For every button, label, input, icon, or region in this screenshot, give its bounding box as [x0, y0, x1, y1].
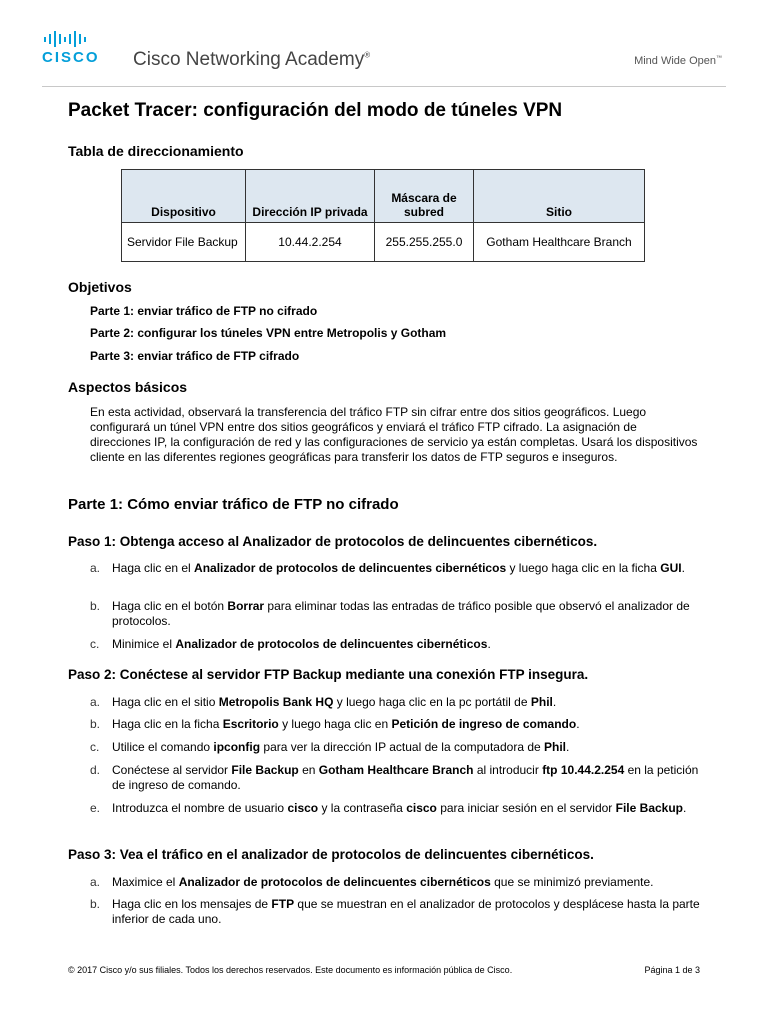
cisco-wordmark: CISCO	[42, 49, 100, 66]
objective-item: Parte 3: enviar tráfico de FTP cifrado	[90, 349, 300, 363]
step-item-text: Haga clic en los mensajes de FTP que se muestran en el analizador de protocolos y desplácese hasta la parte inferior de cada uno.	[112, 897, 700, 926]
cell-site: Gotham Healthcare Branch	[474, 223, 645, 262]
copyright-notice: © 2017 Cisco y/o sus filiales. Todos los derechos reservados. Este documento es información pública de Cisco.	[68, 965, 513, 975]
step-item-letter: a.	[90, 695, 101, 709]
step-heading: Paso 3: Vea el tráfico en el analizador de protocolos de delincuentes cibernéticos.	[68, 847, 594, 862]
step-item-text: Utilice el comando ipconfig para ver la dirección IP actual de la computadora de Phil.	[112, 740, 570, 754]
background-heading: Aspectos básicos	[68, 379, 188, 395]
step-item-text: Haga clic en el botón Borrar para eliminar todas las entradas de tráfico posible que observó el analizador de protocolos.	[112, 599, 690, 628]
step-item-letter: b.	[90, 897, 101, 911]
table-header-row	[122, 170, 645, 223]
step-item-text: Minimice el Analizador de protocolos de delincuentes cibernéticos.	[112, 637, 491, 651]
document-title: Packet Tracer: configuración del modo de túneles VPN	[68, 100, 563, 121]
table-row	[122, 223, 645, 262]
academy-name: Cisco Networking Academy®	[133, 49, 371, 70]
step-item-text: Haga clic en el Analizador de protocolos de delincuentes cibernéticos y luego haga clic en la ficha GUI.	[112, 561, 685, 575]
cell-ip: 10.44.2.254	[246, 223, 375, 262]
step-item-letter: d.	[90, 763, 101, 777]
tagline: Mind Wide Open™	[634, 55, 722, 67]
cell-device: Servidor File Backup	[122, 223, 246, 262]
step-item-text: Conéctese al servidor File Backup en Gotham Healthcare Branch al introducir ftp 10.44.2.254 en la petición de ingreso de comando.	[112, 763, 699, 792]
step-heading: Paso 1: Obtenga acceso al Analizador de protocolos de delincuentes cibernéticos.	[68, 534, 598, 549]
step-item-letter: c.	[90, 740, 100, 754]
header-divider	[42, 86, 726, 87]
step-heading: Paso 2: Conéctese al servidor FTP Backup mediante una conexión FTP insegura.	[68, 667, 589, 682]
step-item-letter: b.	[90, 717, 101, 731]
column-header-device: Dispositivo	[122, 170, 246, 223]
step-item-letter: b.	[90, 599, 101, 613]
step-item-text: Maximice el Analizador de protocolos de delincuentes cibernéticos que se minimizó previamente.	[112, 875, 654, 889]
step-item-letter: e.	[90, 801, 101, 815]
step-item-letter: a.	[90, 875, 101, 889]
column-header-ip: Dirección IP privada	[246, 170, 375, 223]
cell-mask: 255.255.255.0	[375, 223, 474, 262]
background-paragraph: En esta actividad, observará la transferencia del tráfico FTP sin cifrar entre dos sitios geográficos. Luego configurará un túnel VPN entre dos sitios geográficos y enviará el tráfico FTP cifrado. La asignación de direcciones IP, la configuración de red y las configuraciones de servicio ya están completas. Usará los dispositivos cliente en las diferentes regiones geográficas para transferir los datos de FTP seguros e inseguros.	[90, 405, 698, 464]
step-item-text: Introduzca el nombre de usuario cisco y la contraseña cisco para iniciar sesión en el servidor File Backup.	[112, 801, 687, 815]
cisco-bridge-icon	[44, 30, 100, 48]
step-item-text: Haga clic en la ficha Escritorio y luego haga clic en Petición de ingreso de comando.	[112, 717, 580, 731]
addressing-table	[121, 169, 645, 262]
step-item-letter: a.	[90, 561, 101, 575]
page-footer	[68, 965, 700, 975]
objective-item: Parte 1: enviar tráfico de FTP no cifrado	[90, 304, 318, 318]
column-header-site: Sitio	[474, 170, 645, 223]
addressing-table-heading: Tabla de direccionamiento	[68, 143, 244, 159]
objectives-heading: Objetivos	[68, 279, 132, 295]
step-item-letter: c.	[90, 637, 100, 651]
objective-item: Parte 2: configurar los túneles VPN entre Metropolis y Gotham	[90, 326, 447, 340]
cisco-logo	[42, 30, 100, 66]
part1-heading: Parte 1: Cómo enviar tráfico de FTP no cifrado	[68, 496, 399, 513]
page-header	[0, 0, 768, 90]
column-header-mask: Máscara de subred	[375, 170, 474, 223]
step-item-text: Haga clic en el sitio Metropolis Bank HQ y luego haga clic en la pc portátil de Phil.	[112, 695, 557, 709]
page-number: Página 1 de 3	[644, 965, 700, 975]
